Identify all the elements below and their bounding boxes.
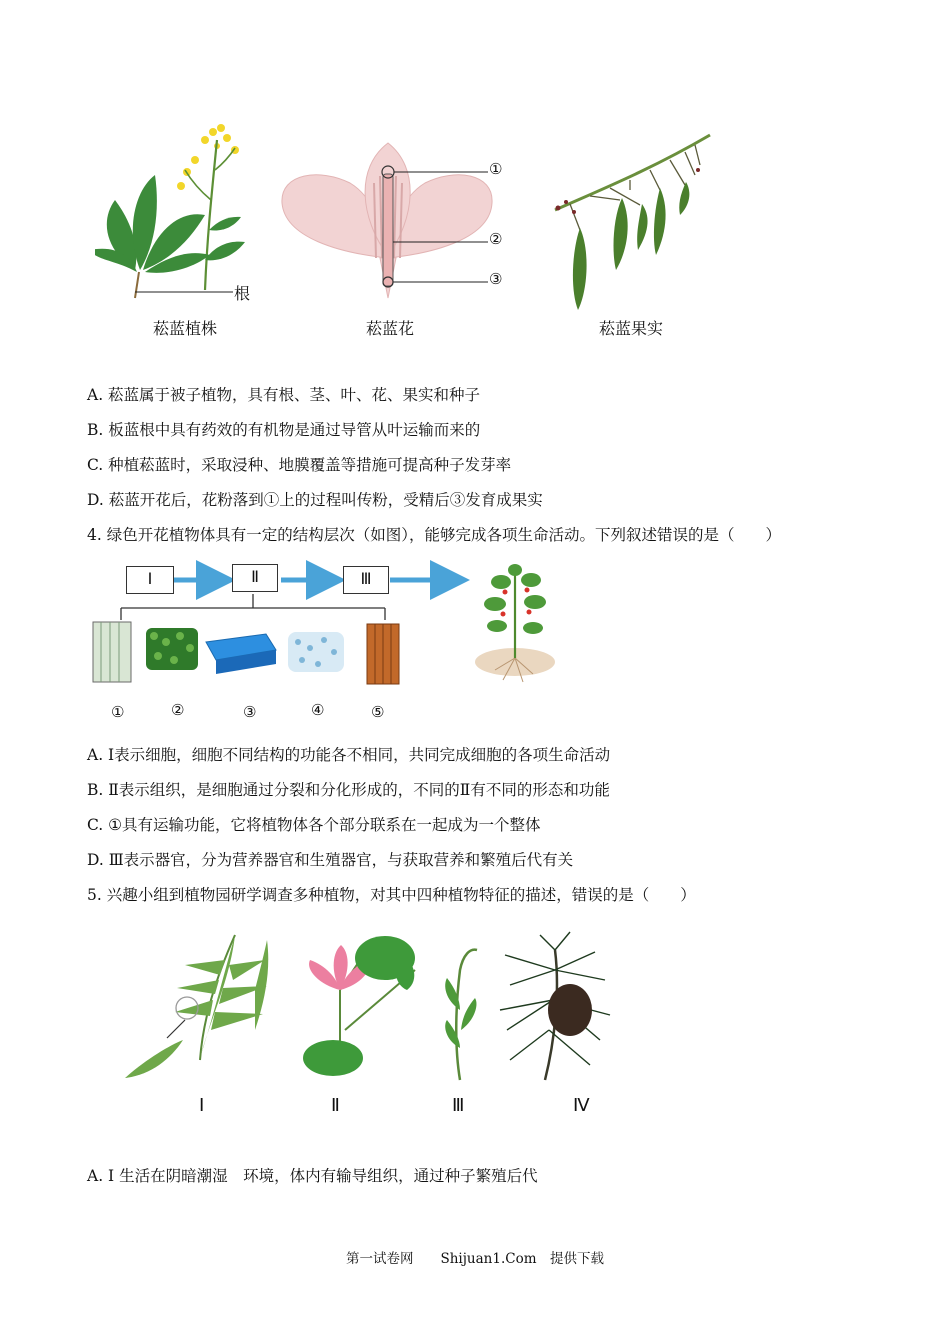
tissue-label-2: ② xyxy=(171,701,185,719)
fruit-caption: 菘蓝果实 xyxy=(599,319,664,338)
isatis-fruit-image xyxy=(550,130,715,315)
flower-label-3: ③ xyxy=(489,270,503,288)
q3-option-b: B. 板蓝根中具有药效的有机物是通过导管从叶运输而来的 xyxy=(87,421,481,439)
q3-option-a: A. 菘蓝属于被子植物，具有根、茎、叶、花、果实和种子 xyxy=(87,386,481,404)
pine-plant xyxy=(500,932,610,1080)
whole-plant-image xyxy=(473,562,558,687)
plant-label-2: Ⅱ xyxy=(331,1095,340,1115)
seedling-plant xyxy=(445,950,477,1080)
q5-plants-figure xyxy=(115,930,645,1120)
box-organ: Ⅲ xyxy=(343,566,389,594)
q3-option-d: D. 菘蓝开花后，花粉落到①上的过程叫传粉，受精后③发育成果实 xyxy=(87,491,543,509)
tissue-3-epidermis xyxy=(206,634,276,674)
tissue-images xyxy=(88,620,408,690)
tissue-label-4: ④ xyxy=(311,701,325,719)
tissue-label-5: ⑤ xyxy=(371,703,385,721)
plant-caption: 菘蓝植株 xyxy=(153,319,218,338)
box-cell: Ⅰ xyxy=(126,566,174,594)
plant-label-4: Ⅳ xyxy=(573,1095,590,1115)
tissue-1-conducting xyxy=(93,622,131,682)
page-footer: 第一试卷网 Shijuan1.Com 提供下载 xyxy=(345,1251,605,1267)
q4-option-d: D. Ⅲ表示器官，分为营养器官和生殖器官，与获取营养和繁殖后代有关 xyxy=(87,851,574,869)
flower-label-2: ② xyxy=(489,230,503,248)
q5-option-a: A. Ⅰ 生活在阴暗潮湿 环境，体内有输导组织，通过种子繁殖后代 xyxy=(87,1167,538,1185)
plants-image xyxy=(115,930,645,1090)
plant-label-3: Ⅲ xyxy=(452,1095,465,1115)
q5-stem: 5. 兴趣小组到植物园研学调查多种植物，对其中四种植物特征的描述，错误的是（ ） xyxy=(87,886,696,904)
tissue-label-3: ③ xyxy=(243,703,257,721)
q4-option-a: A. Ⅰ表示细胞，细胞不同结构的功能各不相同，共同完成细胞的各项生命活动 xyxy=(87,746,611,764)
box-tissue: Ⅱ xyxy=(232,564,278,592)
flower-label-1: ① xyxy=(489,160,503,178)
isatis-flower-image xyxy=(280,138,495,308)
q4-option-c: C. ①具有运输功能，它将植物体各个部分联系在一起成为一个整体 xyxy=(87,816,541,834)
q4-option-b: B. Ⅱ表示组织，是细胞通过分裂和分化形成的，不同的Ⅱ有不同的形态和功能 xyxy=(87,781,610,799)
tissue-label-1: ① xyxy=(111,703,125,721)
q4-stem: 4. 绿色开花植物体具有一定的结构层次（如图），能够完成各项生命活动。下列叙述错误的是（ ） xyxy=(87,526,781,544)
root-label: 根 xyxy=(234,284,251,303)
figure-isatis xyxy=(95,120,735,340)
tissue-4-meristem xyxy=(288,632,344,672)
lotus-plant xyxy=(303,936,415,1076)
q4-structure-diagram xyxy=(88,560,558,730)
tissue-5-mechanical xyxy=(367,624,399,684)
flower-caption: 菘蓝花 xyxy=(366,319,415,338)
q3-option-c: C. 种植菘蓝时，采取浸种、地膜覆盖等措施可提高种子发芽率 xyxy=(87,456,512,474)
plant-label-1: Ⅰ xyxy=(199,1095,205,1115)
tissue-2-parenchyma xyxy=(146,628,198,670)
fern-plant xyxy=(125,935,268,1078)
